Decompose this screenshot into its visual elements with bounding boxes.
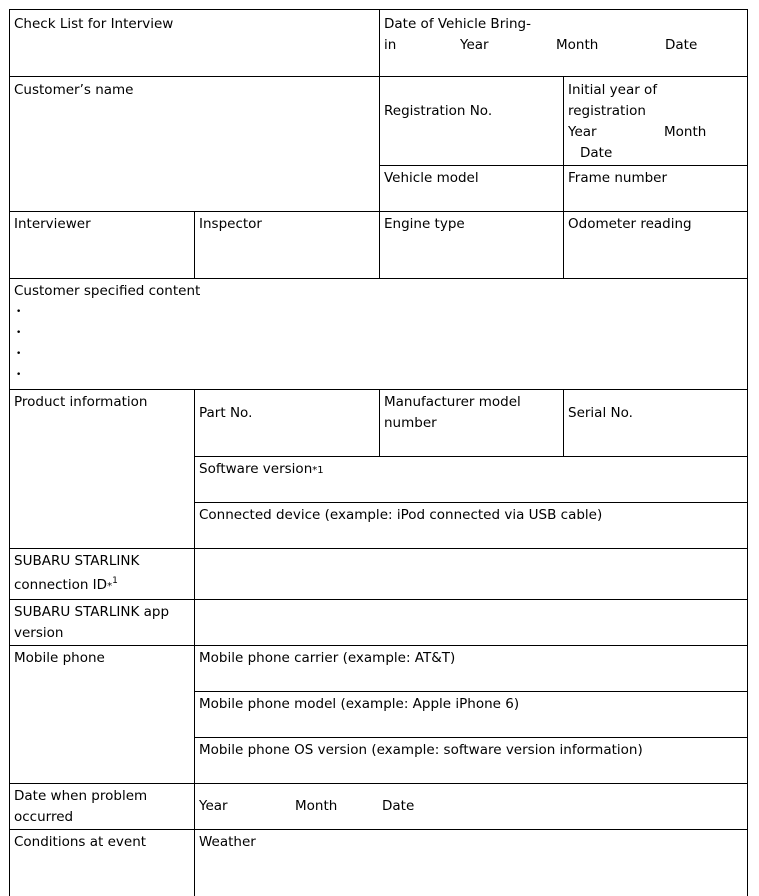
checklist-title-cell [9,9,380,77]
mobile-model-cell[interactable] [194,691,748,738]
problem-date-label-1: Date when problem [14,788,148,804]
serial-no-label: Serial No. [568,405,633,421]
bring-in-label-cont: in [384,37,397,53]
bring-in-year-label: Year [460,37,489,53]
checklist-title: Check List for Interview [14,16,174,32]
starlink-footnote-star: * [107,581,113,592]
problem-year-label: Year [199,798,228,814]
mobile-os-cell[interactable] [194,737,748,784]
mobile-phone-cell [9,645,195,784]
mobile-os-label: Mobile phone OS version (example: software version information) [199,742,643,758]
bring-in-date-label: Date [665,37,698,53]
odometer-cell[interactable] [563,211,748,279]
software-version-label [199,459,324,481]
mobile-model-label: Mobile phone model (example: Apple iPhone 6) [199,696,520,712]
customer-name-label: Customer’s name [14,82,134,98]
starlink-app-label-2: version [14,625,64,641]
mobile-phone-label: Mobile phone [14,650,105,666]
starlink-connection-value-cell[interactable] [194,548,748,600]
initial-year-label-2: registration [568,103,646,119]
manufacturer-model-label-2: number [384,415,437,431]
bring-in-date-cell[interactable] [379,9,748,77]
starlink-connection-text: connection ID [14,577,108,593]
starlink-connection-label-2 [14,575,118,598]
software-version-text: Software version [199,461,313,477]
vehicle-model-label: Vehicle model [384,170,479,186]
interviewer-cell[interactable] [9,211,195,279]
interviewer-label: Interviewer [14,216,91,232]
frame-number-cell[interactable] [563,165,748,212]
inspector-cell[interactable] [194,211,380,279]
manufacturer-model-cell[interactable] [379,389,564,457]
frame-number-label: Frame number [568,170,668,186]
content-bullet: • [16,349,22,359]
engine-type-cell[interactable] [379,211,564,279]
registration-no-label: Registration No. [384,103,493,119]
part-no-label: Part No. [199,405,253,421]
mobile-carrier-label: Mobile phone carrier (example: AT&T) [199,650,456,666]
product-info-label: Product information [14,394,148,410]
initial-year-year: Year [568,124,597,140]
mobile-carrier-cell[interactable] [194,645,748,692]
connected-device-label: Connected device (example: iPod connected via USB cable) [199,507,603,523]
engine-type-label: Engine type [384,216,465,232]
registration-no-cell[interactable] [379,76,564,166]
customer-content-label: Customer specified content [14,283,201,299]
customer-content-cell[interactable] [9,278,748,390]
product-info-cell [9,389,195,549]
serial-no-cell[interactable] [563,389,748,457]
conditions-label: Conditions at event [14,834,147,850]
customer-name-cell[interactable] [9,76,380,212]
starlink-app-label-cell [9,599,195,646]
weather-label: Weather [199,834,256,850]
starlink-footnote-number: 1 [112,576,118,586]
content-bullet: • [16,307,22,317]
initial-year-month: Month [664,124,707,140]
software-version-footnote: *1 [312,465,324,476]
vehicle-model-cell[interactable] [379,165,564,212]
problem-date-label: Date [382,798,415,814]
problem-date-value-cell[interactable] [194,783,748,830]
weather-cell[interactable] [194,829,748,896]
starlink-connection-label-1: SUBARU STARLINK [14,553,140,569]
starlink-connection-label-cell [9,548,195,600]
bring-in-month-label: Month [556,37,599,53]
initial-year-label-1: Initial year of [568,82,658,98]
connected-device-cell[interactable] [194,502,748,549]
software-version-cell[interactable] [194,456,748,503]
part-no-cell[interactable] [194,389,380,457]
initial-year-date: Date [580,145,613,161]
conditions-label-cell [9,829,195,896]
problem-date-label-cell [9,783,195,830]
starlink-app-value-cell[interactable] [194,599,748,646]
odometer-label: Odometer reading [568,216,692,232]
initial-year-cell[interactable] [563,76,748,166]
manufacturer-model-label-1: Manufacturer model [384,394,521,410]
content-bullet: • [16,370,22,380]
inspector-label: Inspector [199,216,262,232]
content-bullet: • [16,328,22,338]
problem-date-label-2: occurred [14,809,74,825]
starlink-app-label-1: SUBARU STARLINK app [14,604,170,620]
problem-month-label: Month [295,798,338,814]
bring-in-label: Date of Vehicle Bring- [384,16,531,32]
